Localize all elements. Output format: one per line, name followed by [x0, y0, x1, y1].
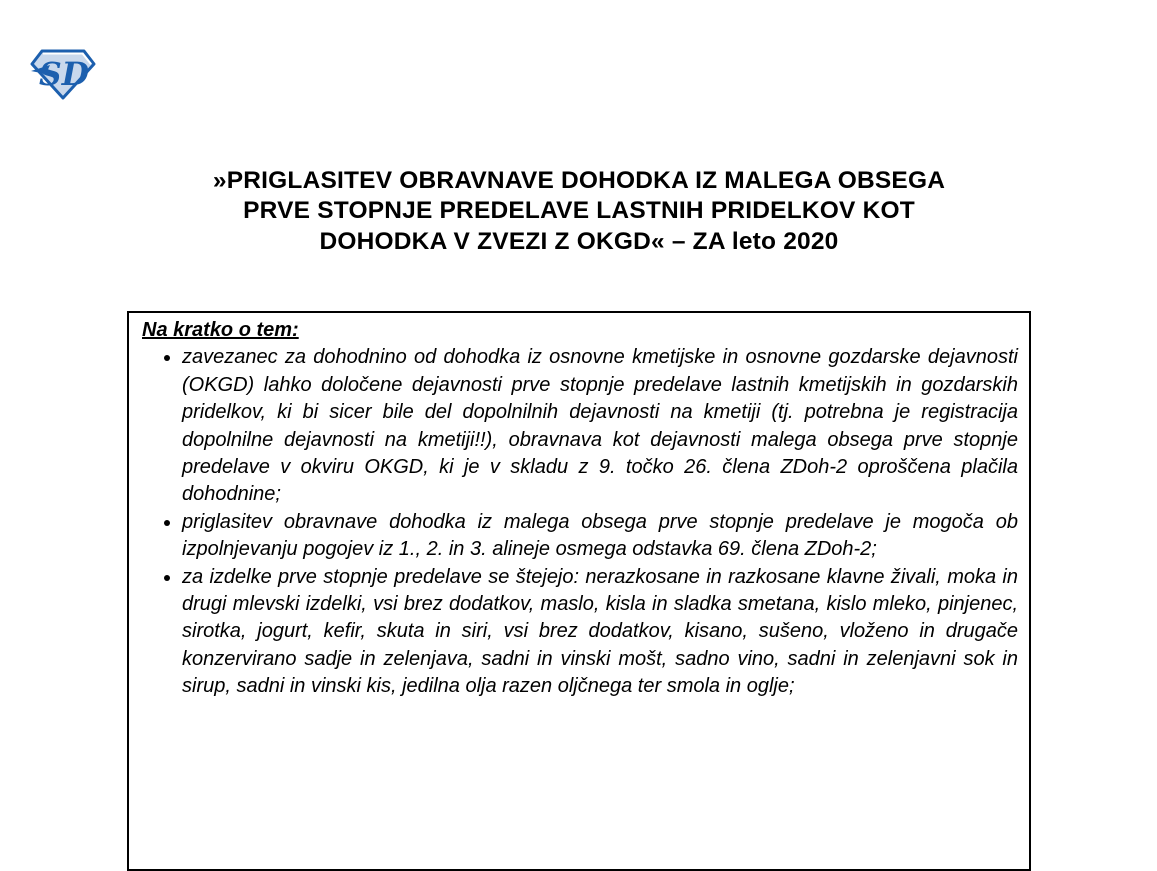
sd-logo-initials: SD	[39, 55, 90, 93]
document-title-line-2: PRVE STOPNJE PREDELAVE LASTNIH PRIDELKOV KOT	[243, 197, 915, 225]
info-box-heading: Na kratko o tem:	[142, 319, 299, 341]
document-title-line-3: DOHODKA V ZVEZI Z OKGD« – ZA leto 2020	[319, 227, 839, 255]
info-box	[127, 311, 1031, 871]
sd-logo-icon	[30, 48, 96, 100]
list-item: • za izdelke prve stopnje predelave se štejejo: nerazkosane in razkosane klavne živali, moka in drugi mlevski izdelki, vsi brez dodatkov, maslo, kisla in sladka smetana, kislo mleko, pinjenec, sirotka, jogurt, kefir, skuta in siri, vsi brez dodatkov, kisano, sušeno, vloženo in drugače konzervirano sadje in zelenjava, sadni in vinski mošt, sadno vino, sadni in zelenjavni sok in sirup, sadni in vinski kis, jedilna olja razen oljčnega ter smola in oglje;	[182, 564, 1018, 701]
document-title-line-1: »PRIGLASITEV OBRAVNAVE DOHODKA IZ MALEGA OBSEGA	[212, 167, 946, 194]
document-title	[127, 166, 1031, 257]
list-item: • priglasitev obravnave dohodka iz malega obsega prve stopnje predelave je mogoča ob izpolnjevanju pogojev iz 1., 2. in 3. alineje osmega odstavka 69. člena ZDoh-2;	[182, 509, 1018, 564]
info-bullet-list	[142, 344, 1018, 700]
list-item: • zavezanec za dohodnino od dohodka iz osnovne kmetijske in osnovne gozdarske dejavnosti (OKGD) lahko določene dejavnosti prve stopnje predelave lastnih kmetijskih in gozdarskih pridelkov, ki bi sicer bile del dopolnilnih dejavnosti na kmetiji (tj. potrebna je registracija dopolnilne dejavnosti na kmetiji!!), obravnava kot dejavnosti malega obsega prve stopnje predelave v okviru OKGD, ki je v skladu z 9. točko 26. člena ZDoh-2 oproščena plačila dohodnine;	[182, 344, 1018, 508]
sd-logo	[30, 48, 96, 100]
